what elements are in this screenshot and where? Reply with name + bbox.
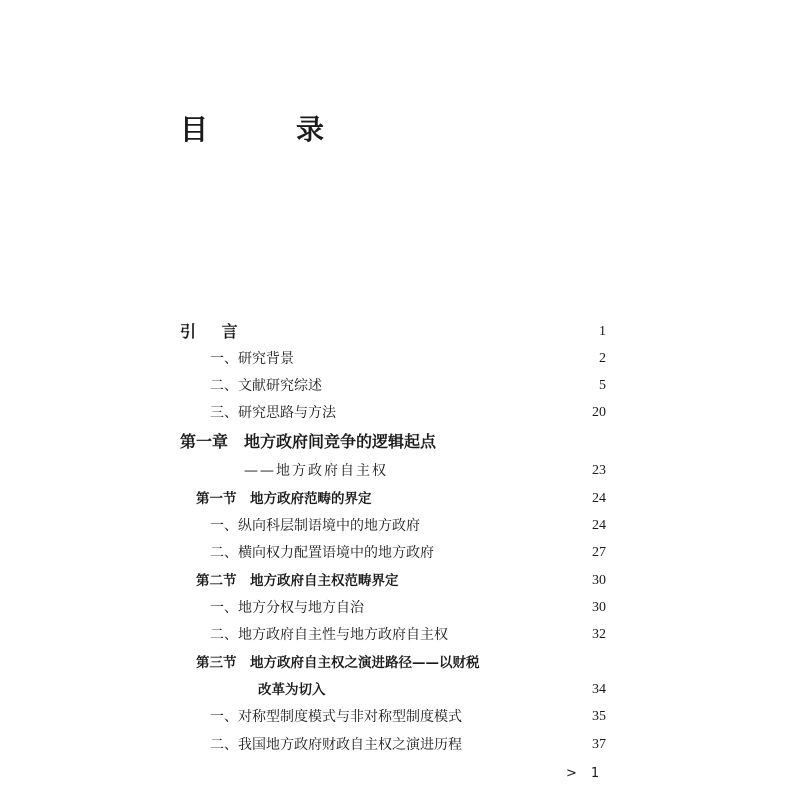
toc-entry[interactable] (0, 733, 800, 757)
toc-entry-text: 一、纵向科层制语境中的地方政府 (210, 518, 420, 534)
toc-entry-page: 23 (592, 463, 606, 478)
toc-entry-page: 30 (592, 573, 606, 588)
toc-entry-page: 34 (592, 682, 606, 697)
toc-entry-text: 一、研究背景 (210, 351, 294, 367)
page-title: 目 录 (180, 113, 355, 146)
toc-entry-text: 第三节 地方政府自主权之演进路径——以财税 (196, 655, 480, 671)
toc-entry-page: 1 (599, 324, 606, 339)
next-page-indicator[interactable]: > (566, 766, 577, 781)
toc-entry[interactable] (0, 430, 800, 454)
page-number: 1 (590, 766, 600, 781)
toc-entry-text: 改革为切入 (258, 682, 326, 698)
toc-entry-text: ——地方政府自主权 (244, 463, 388, 479)
toc-entry-page: 5 (599, 378, 606, 393)
toc-entry-text: 一、对称型制度模式与非对称型制度模式 (210, 709, 462, 725)
toc-entry-text: 一、地方分权与地方自治 (210, 600, 364, 616)
toc-entry[interactable] (0, 596, 800, 620)
page-footer (566, 762, 599, 786)
toc-entry-page: 30 (592, 600, 606, 615)
toc-entry[interactable] (0, 459, 800, 483)
toc-entry-page: 24 (592, 491, 606, 506)
toc-entry-page: 20 (592, 405, 606, 420)
toc-entry[interactable] (0, 678, 800, 702)
toc-entry-page: 35 (592, 709, 606, 724)
toc-entry-page: 24 (592, 518, 606, 533)
toc-entry[interactable] (0, 347, 800, 371)
toc-entry-page: 37 (592, 737, 606, 752)
toc-entry-text: 二、我国地方政府财政自主权之演进历程 (210, 737, 462, 753)
toc-entry-text: 第一节 地方政府范畴的界定 (196, 491, 372, 507)
toc-entry-text: 三、研究思路与方法 (210, 405, 336, 421)
toc-entry-page: 27 (592, 545, 606, 560)
toc-entry-page: 32 (592, 627, 606, 642)
toc-entry[interactable] (0, 541, 800, 565)
toc-entry-text: 第二节 地方政府自主权范畴界定 (196, 573, 399, 589)
toc-entry[interactable] (0, 705, 800, 729)
toc-entry[interactable] (0, 623, 800, 647)
toc-entry[interactable] (0, 651, 800, 675)
toc-entry[interactable] (0, 401, 800, 425)
toc-entry-text: 二、横向权力配置语境中的地方政府 (210, 545, 434, 561)
toc-entry[interactable] (0, 320, 800, 344)
toc-entry-text: 引 言 (180, 322, 248, 341)
toc-entry-text: 二、文献研究综述 (210, 378, 322, 394)
toc-entry[interactable] (0, 487, 800, 511)
toc-entry[interactable] (0, 374, 800, 398)
toc-entry-text: 第一章 地方政府间竞争的逻辑起点 (180, 432, 437, 451)
toc-entry-page: 2 (599, 351, 606, 366)
toc-entry-text: 二、地方政府自主性与地方政府自主权 (210, 627, 448, 643)
toc-entry[interactable] (0, 569, 800, 593)
toc-entry[interactable] (0, 514, 800, 538)
